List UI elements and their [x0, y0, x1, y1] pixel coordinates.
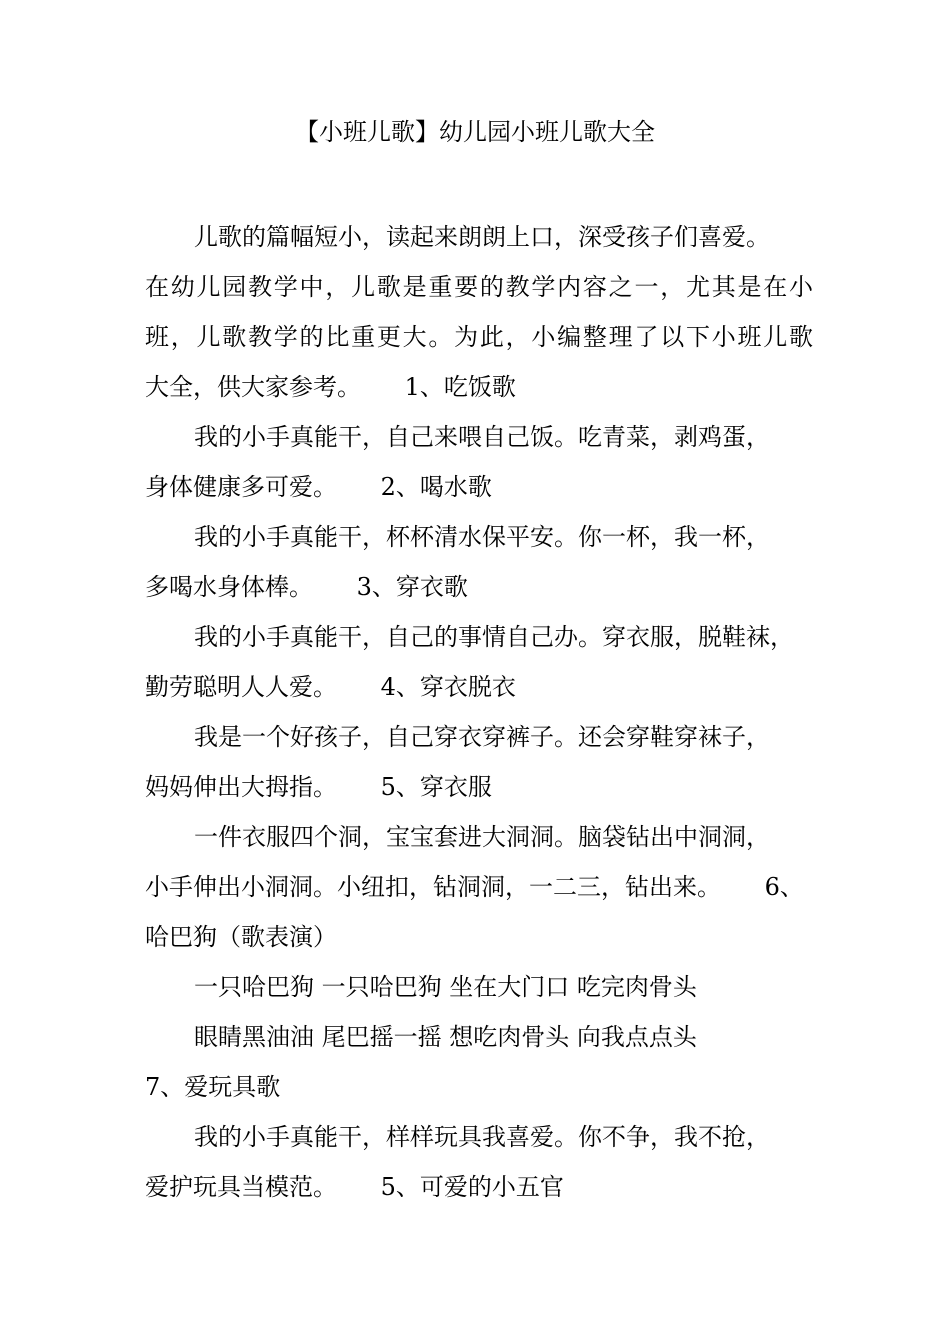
text-line: 眼睛黑油油 尾巴摇一摇 想吃肉骨头 向我点点头	[194, 1023, 697, 1051]
text-line: 在幼儿园教学中，儿歌是重要的教学内容之一，尤其是在小	[145, 273, 813, 301]
text-line: 班，儿歌教学的比重更大。为此，小编整理了以下小班儿歌	[145, 323, 813, 351]
text-line: 我的小手真能干，杯杯清水保平安。你一杯，我一杯，	[194, 523, 770, 551]
text-line: 我的小手真能干，自己来喂自己饭。吃青菜，剥鸡蛋，	[194, 423, 770, 451]
text-line: 一件衣服四个洞，宝宝套进大洞洞。脑袋钻出中洞洞，	[194, 823, 770, 851]
text-line: 我是一个好孩子，自己穿衣穿裤子。还会穿鞋穿袜子，	[194, 723, 770, 751]
text-line: 7、爱玩具歌	[145, 1073, 281, 1101]
text-line: 一只哈巴狗 一只哈巴狗 坐在大门口 吃完肉骨头	[194, 973, 697, 1001]
text-line: 勤劳聪明人人爱。 4、穿衣脱衣	[145, 673, 516, 701]
document-title: 【小班儿歌】幼儿园小班儿歌大全	[295, 118, 655, 146]
text-line: 小手伸出小洞洞。小纽扣，钻洞洞，一二三，钻出来。 6、	[145, 873, 804, 901]
text-line: 我的小手真能干，自己的事情自己办。穿衣服，脱鞋袜，	[194, 623, 794, 651]
text-line: 妈妈伸出大拇指。 5、穿衣服	[145, 773, 492, 801]
text-line: 哈巴狗（歌表演）	[145, 923, 337, 951]
text-line: 儿歌的篇幅短小，读起来朗朗上口，深受孩子们喜爱。	[194, 223, 770, 251]
text-line: 身体健康多可爱。 2、喝水歌	[145, 473, 492, 501]
text-line: 爱护玩具当模范。 5、可爱的小五官	[145, 1173, 564, 1201]
text-line: 多喝水身体棒。 3、穿衣歌	[145, 573, 468, 601]
text-line: 大全，供大家参考。 1、吃饭歌	[145, 373, 516, 401]
text-line: 我的小手真能干，样样玩具我喜爱。你不争，我不抢，	[194, 1123, 770, 1151]
document-body	[145, 212, 813, 1212]
